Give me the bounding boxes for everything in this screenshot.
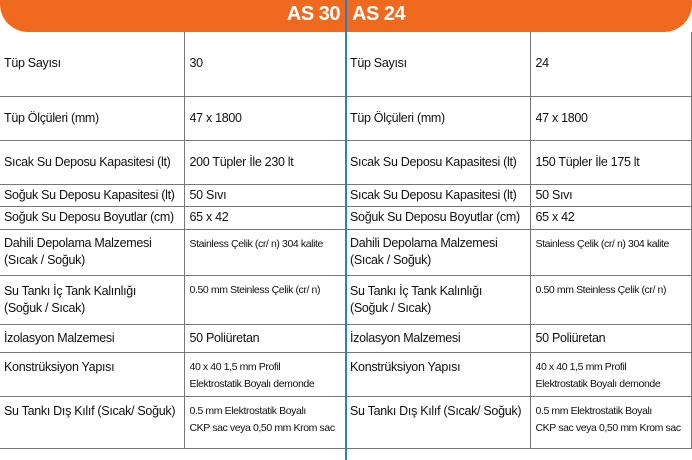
row-label: Su Tankı Dış Kılıf (Sıcak/ Soğuk) bbox=[350, 403, 522, 418]
panel-title: AS 30 bbox=[286, 3, 340, 25]
row-label: Soğuk Su Deposu Boyutlar (cm) bbox=[4, 210, 174, 224]
row-value: 0.5 mm Elektrostatik Boyalı bbox=[189, 404, 306, 417]
row-label: Soğuk Su Deposu Kapasitesi (lt) bbox=[4, 187, 175, 202]
row-label-sub: (Sıcak / Soğuk) bbox=[350, 253, 431, 267]
table-row bbox=[346, 229, 692, 275]
row-label: Su Tankı İç Tank Kalınlığı bbox=[4, 283, 137, 298]
table-row bbox=[0, 396, 346, 448]
row-value: 65 x 42 bbox=[189, 210, 229, 224]
row-label: Konstrüksiyon Yapısı bbox=[350, 359, 461, 374]
row-value-sub: CKP sac veya 0,50 mm Krom sac bbox=[189, 421, 335, 434]
panel-header bbox=[0, 0, 346, 32]
spec-table bbox=[0, 32, 346, 449]
row-label: Dahili Depolama Malzemesi bbox=[4, 236, 152, 250]
row-label: Sıcak Su Deposu Kapasitesi (lt) bbox=[4, 154, 171, 169]
table-row bbox=[346, 352, 692, 396]
row-value: 50 Sıvı bbox=[189, 187, 227, 202]
table-row bbox=[346, 324, 692, 352]
row-value: 65 x 42 bbox=[535, 210, 575, 224]
row-label: Soğuk Su Deposu Boyutlar (cm) bbox=[350, 210, 520, 224]
table-row bbox=[0, 324, 346, 352]
row-label: Tüp Sayısı bbox=[4, 56, 61, 71]
table-row bbox=[346, 140, 692, 184]
row-value: 200 Tüpler İle 230 lt bbox=[189, 154, 294, 169]
row-label: Dahili Depolama Malzemesi bbox=[350, 236, 498, 250]
panel-header bbox=[346, 0, 692, 32]
row-value: 50 Poliüretan bbox=[535, 330, 606, 345]
panel-title: AS 24 bbox=[352, 3, 406, 25]
row-label-sub: (Soğuk / Sıcak) bbox=[4, 300, 85, 315]
row-label-sub: (Soğuk / Sıcak) bbox=[350, 300, 431, 315]
table-row bbox=[346, 96, 692, 140]
table-row bbox=[0, 352, 346, 396]
row-value: 0.50 mm Steinless Çelik (cr/ n) bbox=[189, 283, 321, 296]
row-value: 47 x 1800 bbox=[535, 110, 588, 125]
row-value: 40 x 40 1,5 mm Profil bbox=[189, 360, 281, 373]
table-row bbox=[0, 32, 346, 96]
table-row bbox=[0, 184, 346, 206]
row-value: Stainless Çelik (cr/ n) 304 kalite bbox=[535, 237, 669, 250]
table-row bbox=[0, 275, 346, 324]
spec-table bbox=[346, 32, 692, 449]
row-label: Su Tankı Dış Kılıf (Sıcak/ Soğuk) bbox=[4, 403, 176, 418]
table-row bbox=[346, 206, 692, 229]
table-row bbox=[0, 140, 346, 184]
row-label: İzolasyon Malzemesi bbox=[350, 330, 461, 345]
row-value-sub: Elektrostatik Boyalı demonde bbox=[189, 377, 315, 390]
row-label: İzolasyon Malzemesi bbox=[4, 330, 115, 345]
row-value: 150 Tüpler İle 175 lt bbox=[535, 154, 640, 169]
row-value: 24 bbox=[535, 56, 549, 71]
row-value: Stainless Çelik (cr/ n) 304 kalite bbox=[189, 237, 323, 250]
row-value: 40 x 40 1,5 mm Profil bbox=[535, 360, 627, 373]
row-label-sub: (Sıcak / Soğuk) bbox=[4, 253, 85, 267]
row-value: 0.5 mm Elektrostatik Boyalı bbox=[535, 404, 652, 417]
row-value: 47 x 1800 bbox=[189, 110, 242, 125]
row-value: 50 Sıvı bbox=[535, 187, 573, 202]
table-row bbox=[346, 396, 692, 448]
table-row bbox=[0, 229, 346, 275]
row-label: Su Tankı İç Tank Kalınlığı bbox=[350, 283, 483, 298]
row-label: Tüp Sayısı bbox=[350, 56, 407, 71]
row-value-sub: Elektrostatik Boyalı demonde bbox=[535, 377, 661, 390]
row-label: Sıcak Su Deposu Kapasitesi (lt) bbox=[350, 154, 517, 169]
table-row bbox=[0, 206, 346, 229]
row-value: 50 Poliüretan bbox=[189, 330, 260, 345]
table-row bbox=[0, 96, 346, 140]
row-label: Konstrüksiyon Yapısı bbox=[4, 359, 115, 374]
row-label: Sıcak Su Deposu Kapasitesi (lt) bbox=[350, 187, 517, 202]
table-row bbox=[346, 184, 692, 206]
table-row bbox=[346, 275, 692, 324]
row-value-sub: CKP sac veya 0,50 mm Krom sac bbox=[535, 421, 681, 434]
spec-panel-as24 bbox=[346, 0, 692, 460]
row-label: Tüp Ölçüleri (mm) bbox=[350, 110, 445, 125]
panel-divider bbox=[345, 0, 347, 460]
row-value: 30 bbox=[189, 56, 203, 71]
table-row bbox=[346, 32, 692, 96]
row-label: Tüp Ölçüleri (mm) bbox=[4, 110, 99, 125]
row-value: 0.50 mm Steinless Çelik (cr/ n) bbox=[535, 283, 667, 296]
